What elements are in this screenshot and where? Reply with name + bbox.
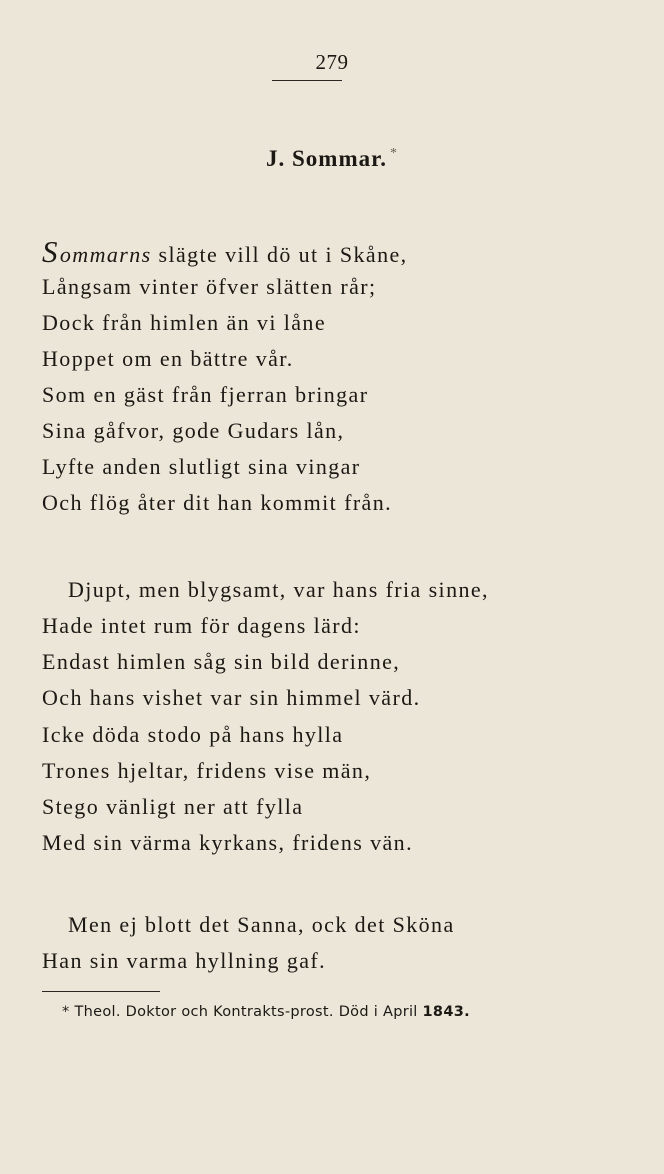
poem-line: Icke döda stodo på hans hylla [42, 722, 344, 747]
poem-line: Långsam vinter öfver slätten rår; [42, 274, 377, 299]
poem-title-text: J. Sommar. [266, 146, 387, 171]
poem-line: Dock från himlen än vi låne [42, 310, 326, 335]
poem-line: Lyfte anden slutligt sina vingar [42, 454, 361, 479]
poem-line: Med sin värma kyrkans, fridens vän. [42, 830, 413, 855]
poem-line: Sina gåfvor, gode Gudars lån, [42, 418, 345, 443]
footnote [62, 1004, 470, 1020]
poem-line: Stego vänligt ner att fylla [42, 794, 304, 819]
poem-line: Och hans vishet var sin himmel värd. [42, 685, 421, 710]
page-number: 279 [315, 50, 349, 74]
poem-title [0, 146, 664, 172]
poem-line: Hoppet om en bättre vår. [42, 346, 294, 371]
footnote-text: Theol. Doktor och Kontrakts-prost. Död i April [74, 1004, 423, 1020]
footnote-marker-title: * [389, 146, 398, 161]
poem-line: Men ej blott det Sanna, ock det Sköna [68, 912, 455, 937]
page-number-rule [272, 80, 342, 81]
poem-line: Som en gäst från fjerran bringar [42, 382, 369, 407]
poem-line: Hade intet rum för dagens lärd: [42, 613, 361, 638]
poem-line: Djupt, men blygsamt, var hans fria sinne, [68, 577, 489, 602]
footnote-marker: * [62, 1004, 70, 1020]
footnote-year: 1843. [422, 1004, 470, 1020]
poem-line: Endast himlen såg sin bild derinne, [42, 649, 401, 674]
footnote-rule [42, 991, 160, 992]
drop-initial: S [42, 234, 59, 269]
poem-line: Trones hjeltar, fridens vise män, [42, 758, 372, 783]
poem-line: Och flög åter dit han kommit från. [42, 490, 393, 515]
first-word-italic: ommarns [59, 242, 152, 267]
first-line-rest: slägte vill dö ut i Skåne, [151, 242, 408, 267]
poem-line-first [42, 234, 408, 269]
poem-line: Han sin varma hyllning gaf. [42, 948, 327, 973]
